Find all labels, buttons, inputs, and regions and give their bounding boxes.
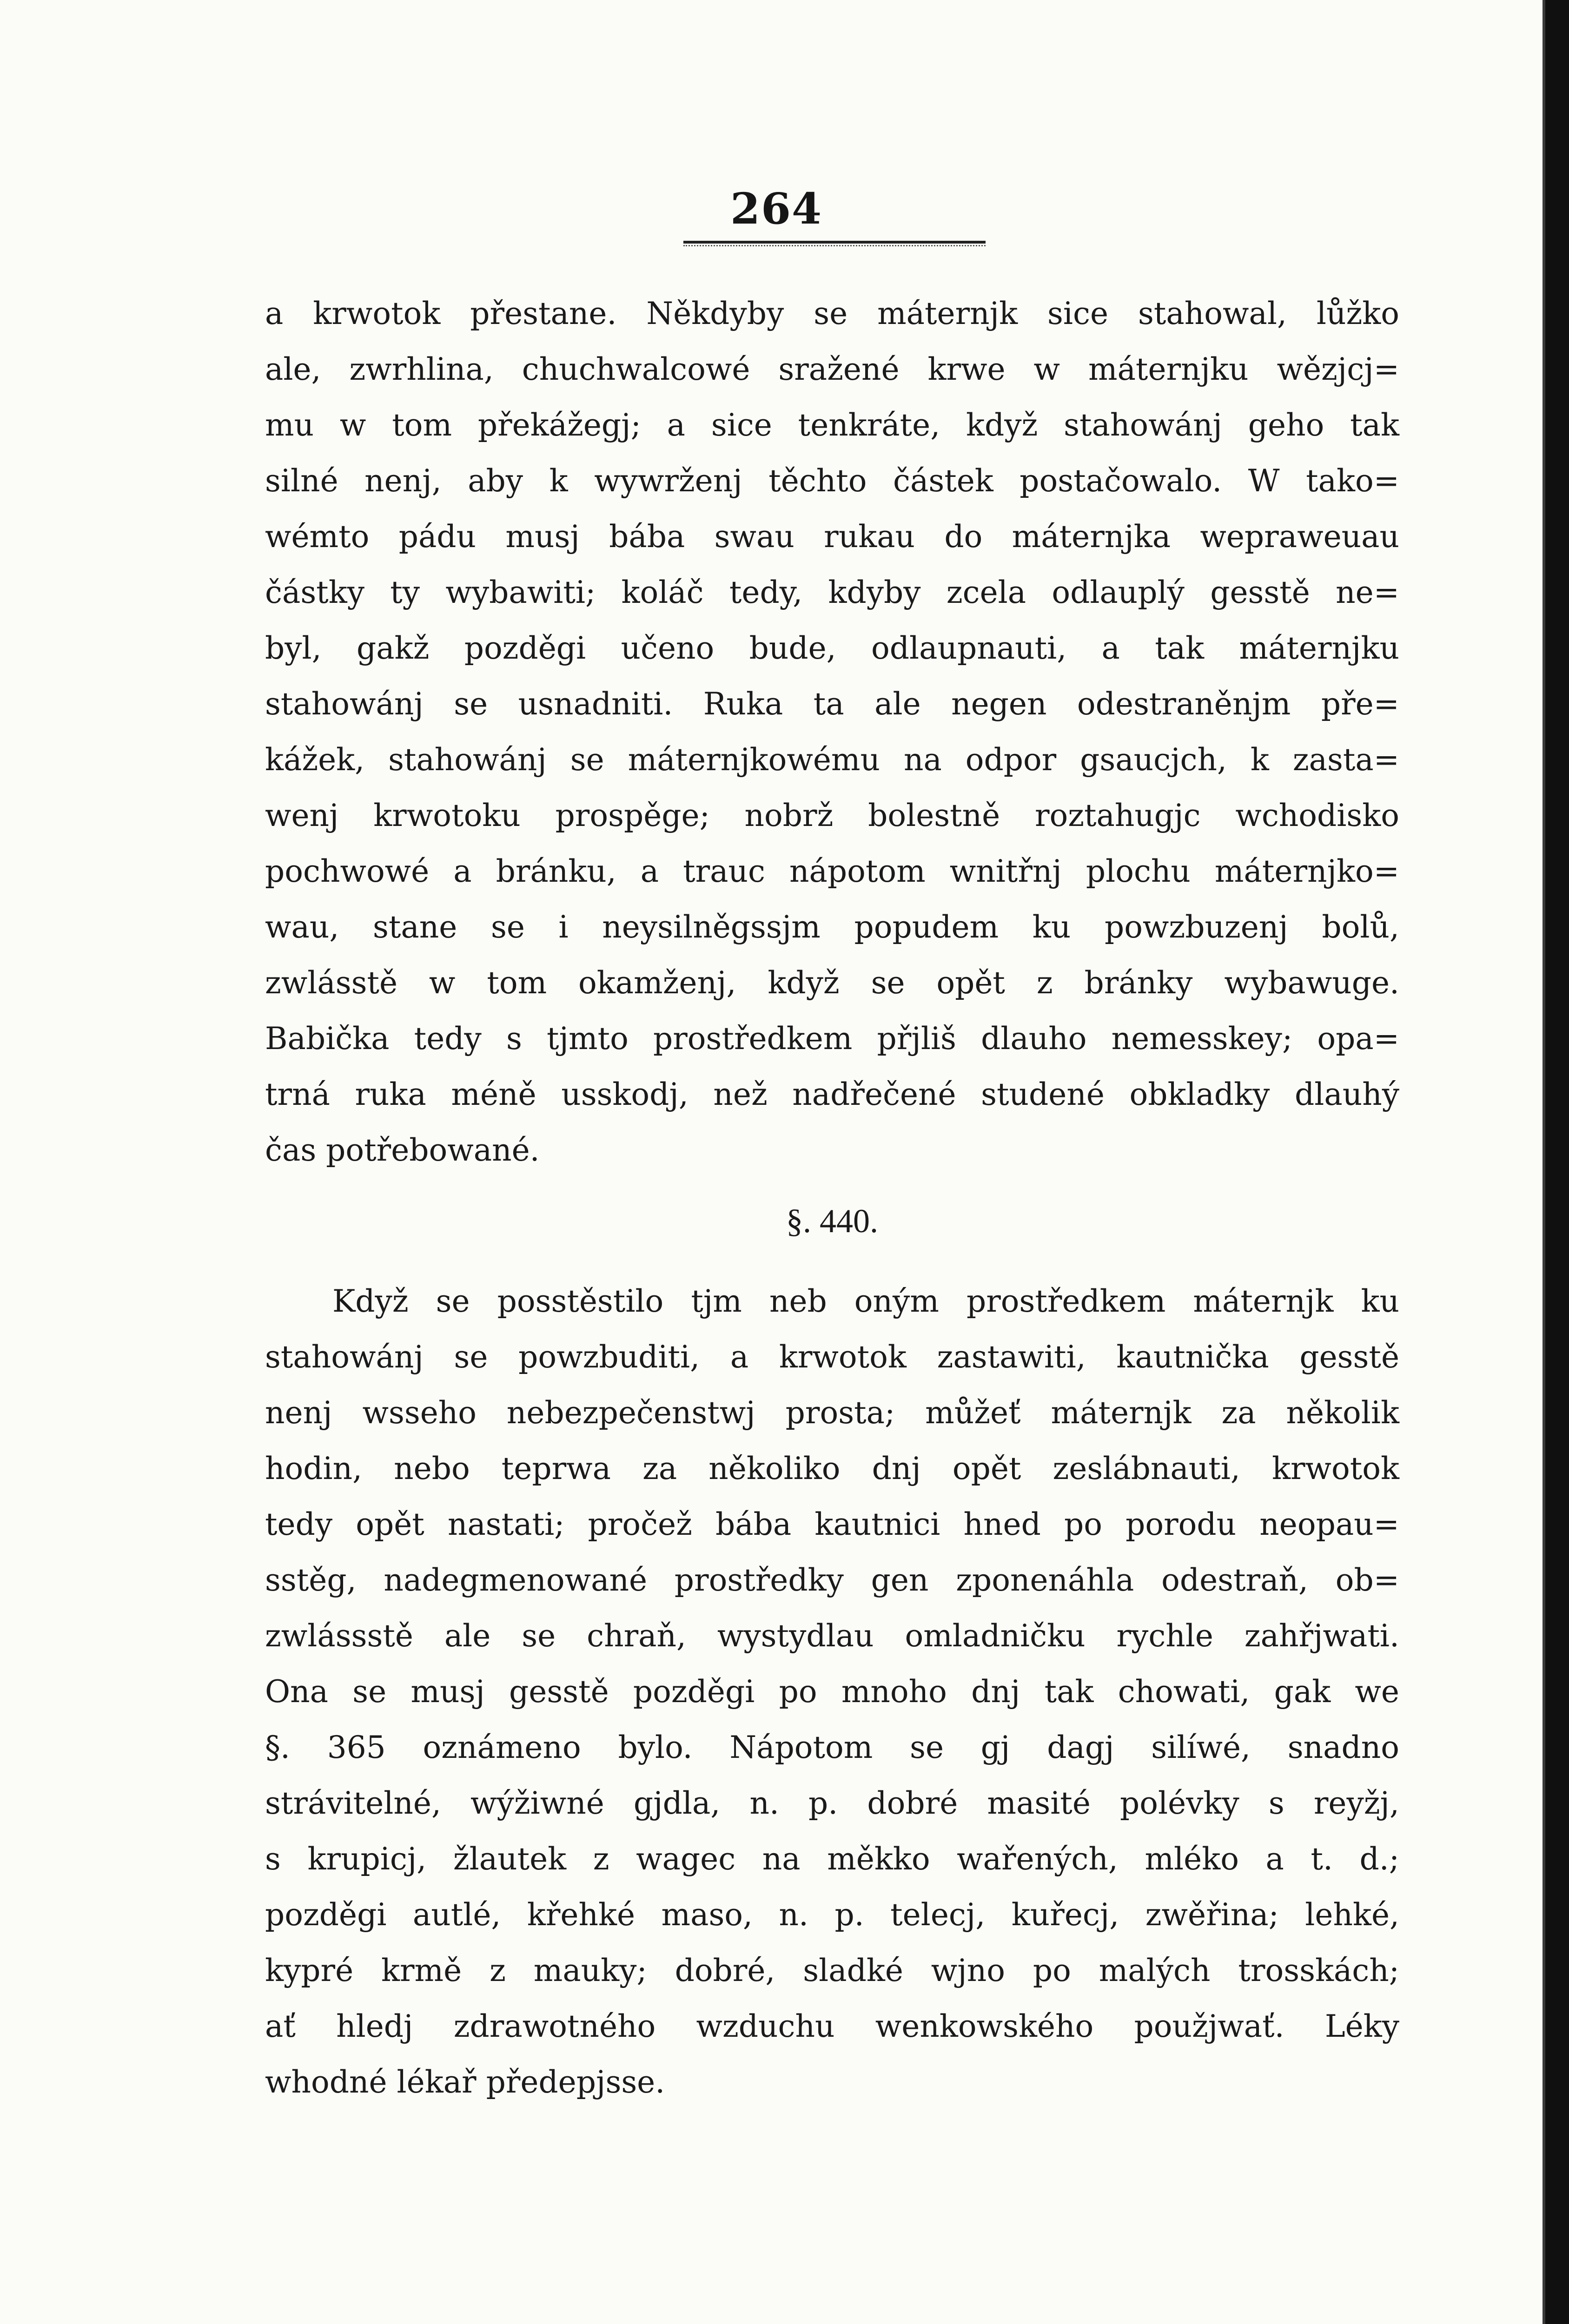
text-line: wau, stane se i neysilněgssjm popudem ku powzbuzenj bolů,: [265, 909, 1399, 945]
header-rule: [683, 241, 986, 244]
text-line: částky ty wybawiti; koláč tedy, kdyby zcela odlauplý gesstě ne=: [265, 574, 1399, 610]
scan-right-border: [1543, 0, 1569, 2324]
text-line: pozděgi autlé, křehké maso, n. p. telecj, kuřecj, zwěřina; lehké,: [265, 1897, 1399, 1933]
text-line: s krupicj, žlautek z wagec na měkko wařených, mléko a t. d.;: [265, 1841, 1399, 1877]
text-line: trná ruka méně usskodj, než nadřečené studené obkladky dlauhý: [265, 1076, 1399, 1112]
paragraph: [265, 1274, 1399, 2110]
body-text: [265, 286, 1399, 2110]
text-line: zwlásstě w tom okamženj, když se opět z bránky wybawuge.: [265, 965, 1399, 1001]
text-line: kypré krmě z mauky; dobré, sladké wjno po malých trosskách;: [265, 1953, 1399, 1988]
text-line: wenj krwotoku prospěge; nobrž bolestně roztahugjc wchodisko: [265, 798, 1399, 833]
text-line: Babička tedy s tjmto prostředkem přjliš dlauho nemesskey; opa=: [265, 1021, 1399, 1056]
text-line: stahowánj se usnadniti. Ruka ta ale negen odestraněnjm pře=: [265, 686, 1399, 722]
text-line: zwlássstě ale se chraň, wystydlau omladničku rychle zahřjwati.: [265, 1618, 1399, 1654]
text-line: §. 365 oznámeno bylo. Nápotom se gj dagj silíwé, snadno: [265, 1730, 1399, 1765]
text-line: hodin, nebo teprwa za několiko dnj opět zeslábnauti, krwotok: [265, 1451, 1399, 1486]
text-line: mu w tom překážegj; a sice tenkráte, když stahowánj geho tak: [265, 407, 1399, 443]
text-line: sstěg, nadegmenowané prostředky gen zponenáhla odestraň, ob=: [265, 1562, 1399, 1598]
header-rule-dots: [683, 245, 986, 246]
text-line: stahowánj se powzbuditi, a krwotok zastawiti, kautnička gesstě: [265, 1339, 1399, 1375]
text-line: čas potřebowané.: [265, 1132, 540, 1168]
text-line: strávitelné, wýžiwné gjdla, n. p. dobré masité polévky s reyžj,: [265, 1785, 1399, 1821]
text-line: a krwotok přestane. Někdyby se máternjk sice stahowal, lůžko: [265, 296, 1399, 331]
section-heading: §. 440.: [786, 1202, 878, 1240]
text-line: Když se posstěstilo tjm neb oným prostředkem máternjk ku: [332, 1283, 1399, 1319]
text-line: silné nenj, aby k wywrženj těchto částek postačowalo. W tako=: [265, 463, 1399, 499]
page-edge-line: [1543, 0, 1545, 2324]
text-line: byl, gakž pozděgi učeno bude, odlaupnauti, a tak máternjku: [265, 630, 1399, 666]
text-line: ale, zwrhlina, chuchwalcowé sražené krwe w máternjku wězjcj=: [265, 351, 1399, 387]
text-line: kážek, stahowánj se máternjkowému na odpor gsaucjch, k zasta=: [265, 742, 1399, 778]
spacer: [265, 1260, 1399, 1274]
text-line: nenj wsseho nebezpečenstwj prosta; můžeť máternjk za několik: [265, 1395, 1399, 1431]
text-line: whodné lékař předepjsse.: [265, 2064, 665, 2100]
text-line: pochwowé a bránku, a trauc nápotom wnitřnj plochu máternjko=: [265, 853, 1399, 889]
paragraph: [265, 286, 1399, 1178]
page-number: 264: [730, 184, 823, 234]
text-line: wémto pádu musj bába swau rukau do máternjka wepraweuau: [265, 519, 1399, 555]
text-line: ať hledj zdrawotného wzduchu wenkowského použjwať. Léky: [265, 2008, 1399, 2044]
text-line: Ona se musj gesstě pozděgi po mnoho dnj tak chowati, gak we: [265, 1674, 1399, 1710]
text-line: tedy opět nastati; pročež bába kautnici hned po porodu neopau=: [265, 1506, 1399, 1542]
